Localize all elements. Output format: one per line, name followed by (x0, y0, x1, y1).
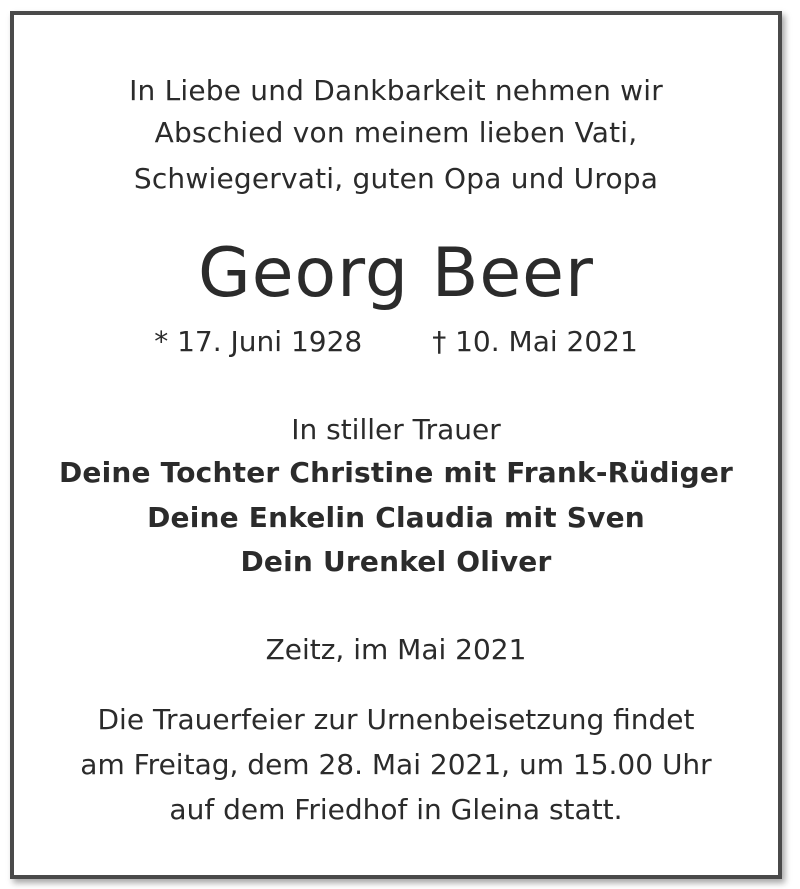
deceased-name: Georg Beer (198, 234, 594, 313)
intro-line-1: In Liebe und Dankbarkeit nehmen wir (129, 74, 663, 107)
birth-date: * 17. Juni 1928 (154, 325, 363, 358)
family-line-2: Deine Enkelin Claudia mit Sven (147, 501, 645, 534)
intro-line-3: Schwiegervati, guten Opa und Uropa (133, 162, 659, 195)
ceremony-line-2: am Freitag, dem 28. Mai 2021, um 15.00 Uhr (80, 748, 712, 781)
family-line-3: Dein Urenkel Oliver (240, 545, 552, 578)
death-date: † 10. Mai 2021 (432, 325, 638, 358)
ceremony-line-3: auf dem Friedhof in Gleina statt. (169, 793, 623, 826)
life-dates (0, 324, 792, 360)
place-date: Zeitz, im Mai 2021 (265, 633, 527, 666)
family-line-1: Deine Tochter Christine mit Frank-Rüdiger (58, 456, 734, 489)
intro-line-2: Abschied von meinem lieben Vati, (154, 116, 638, 149)
ceremony-line-1: Die Trauerfeier zur Urnenbeisetzung findet (97, 703, 695, 736)
mourning-heading: In stiller Trauer (291, 413, 501, 446)
